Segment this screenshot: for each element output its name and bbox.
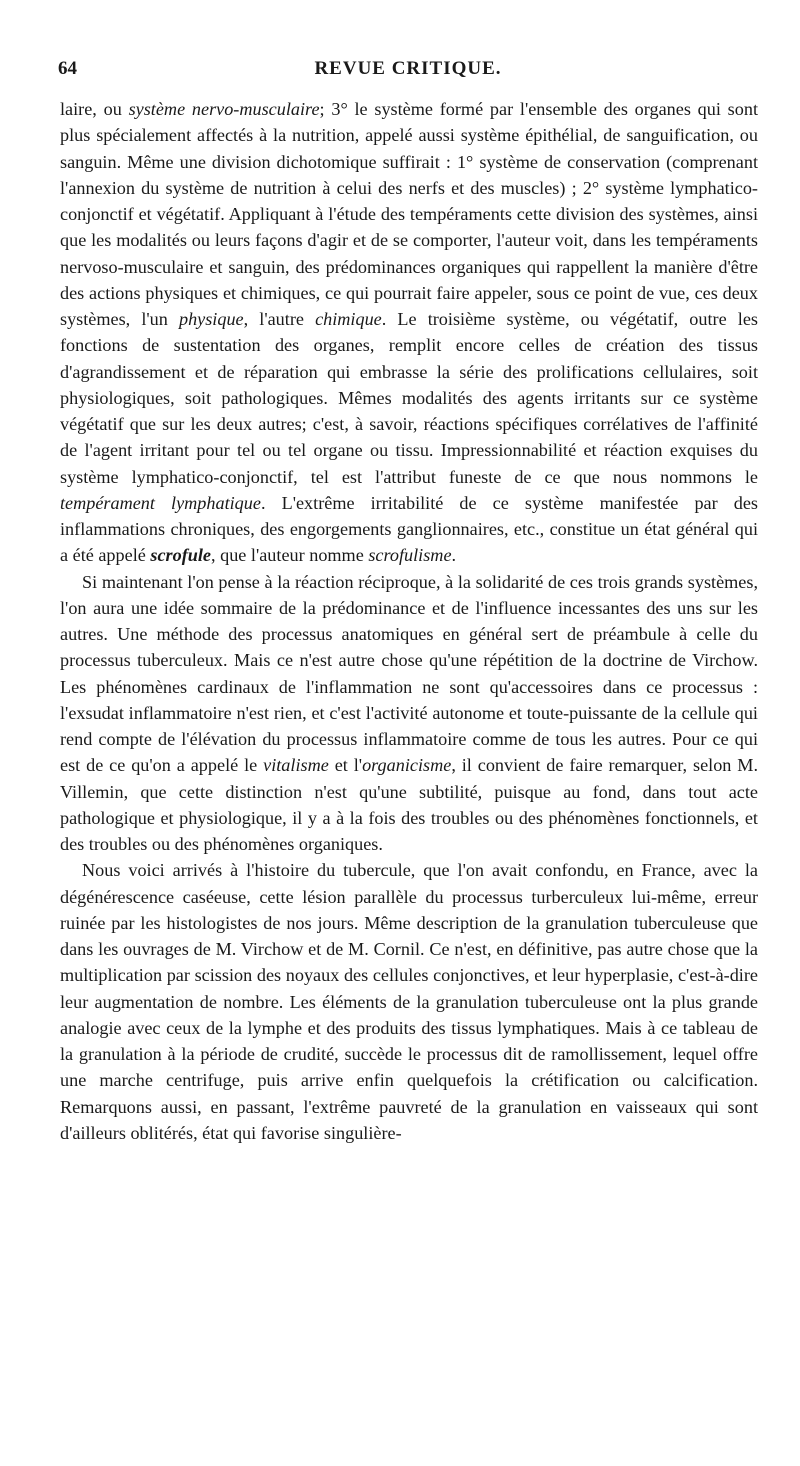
text-segment: organicisme	[362, 755, 452, 776]
text-segment: vitalisme	[263, 755, 329, 776]
body-text	[60, 96, 758, 1146]
text-segment: . L'extrême irritabilité de ce système manifestée par des inflammations chroniques, des engorgements ganglionnaires, etc., constitue un état général qui a été appelé	[60, 492, 759, 566]
text-segment: Si maintenant l'on pense à la réaction réciproque, à la solidarité de ces trois grands systèmes, l'on aura une idée sommaire de la prédominance et de l'influence incessantes des uns sur les autres. Une méthode des processus anatomiques en général sert de préambule à celle du processus tuberculeux. Mais ce n'est autre chose qu'une répétition de la doctrine de Virchow. Les phénomènes cardinaux de l'inflammation ne sont qu'accessoires dans ce processus : l'exsudat inflammatoire n'est rien, et c'est l'activité autonome et toute-puissante de la cellule qui rend compte de l'élévation du processus inflammatoire comme de tous les autres. Pour ce qui est de ce qu'on a appelé le	[60, 571, 758, 776]
text-segment: .	[451, 545, 457, 566]
text-segment: , il convient de faire remarquer, selon M. Villemin, que cette distinction n'est qu'une subtilité, puisque au fond, dans tout acte pathologique et physiologique, il y a à la fois des troubles ou des phénomènes fonctionnels, et des troubles ou des phénomènes organiques.	[60, 755, 759, 854]
paragraph-2	[60, 569, 758, 858]
page-header	[58, 58, 758, 86]
page-number: 64	[58, 58, 77, 79]
paragraph-1	[60, 96, 758, 569]
text-segment: , que l'auteur nomme	[211, 545, 369, 566]
text-segment: physique	[178, 309, 244, 329]
text-segment: scrofulisme	[368, 545, 452, 566]
text-segment: ; 3° le système formé par l'ensemble des organes qui sont plus spécialement affectés à la nutrition, appelé aussi système épithélial, de sanguification, ou sanguin. Même une division dichotomique suffirait : 1° système de conservation (comprenant l'annexion du système de nutrition à celui des nerfs et des muscles) ; 2° système lymphatico-conjonctif et végétatif. Appliquant à l'étude des tempéraments cette division des systèmes, ainsi que les modalités ou leurs façons d'agir et de se comporter, l'auteur voit, dans les tempéraments nervoso-musculaire et sanguin, des prédominances organiques qui rappellent la manière d'être des actions physiques et chimiques, ce qui pourrait faire appeler, sous ce point de vue, ces deux systèmes, l'un	[60, 99, 758, 329]
running-title: REVUE CRITIQUE.	[314, 58, 502, 79]
text-segment: Nous voici arrivés à l'histoire du tubercule, que l'on avait confondu, en France, avec la dégénérescence caséeuse, cette lésion parallèle du processus turberculeux lui-même, erreur ruinée par les histologistes de nos jours. Même description de la granulation tuberculeuse que dans les ouvrages de M. Virchow et de M. Cornil. Ce n'est, en définitive, pas autre chose que la multiplication par scission des noyaux des cellules conjonctives, et leur hyperplasie, c'est-à-dire leur augmentation de nombre. Les éléments de la granulation tuberculeuse ont la plus grande analogie avec ceux de la lymphe et des produits des tissus lymphatiques. Mais à ce tableau de la granulation à la période de crudité, succède le processus dit de ramollissement, lequel offre une marche centrifuge, puis arrive enfin quelquefois la crétification ou calcification. Remarquons aussi, en passant, l'extrême pauvreté de la granulation en vaisseaux qui sont d'ailleurs oblitérés, état qui favorise singulière-	[60, 860, 758, 1143]
paragraph-3	[60, 857, 758, 1146]
text-segment: scrofule	[150, 545, 211, 566]
text-segment: laire, ou	[60, 99, 129, 119]
text-segment: chimique	[315, 309, 382, 329]
text-segment: et l'	[328, 755, 363, 776]
text-segment: tempérament lymphatique	[60, 492, 261, 513]
text-segment: . Le troisième système, ou végétatif, outre les fonctions de sustentation des organes, remplit encore celles de création des tissus d'agrandissement et de réparation qui embrasse la série des prolifications cellulaires, soit physiologiques, soit pathologiques. Mêmes modalités des agents irritants sur ce système végétatif que sur les deux autres; c'est, à savoir, réactions spécifiques corrélatives de l'affinité de l'agent irritant pour tel ou tel organe ou tissu. Impressionnabilité et réaction exquises du système lymphatico-conjonctif, tel est l'attribut funeste de ce que nous nommons le	[60, 309, 758, 487]
text-segment: , l'autre	[243, 309, 316, 329]
text-segment: système nervo-musculaire	[128, 99, 320, 119]
